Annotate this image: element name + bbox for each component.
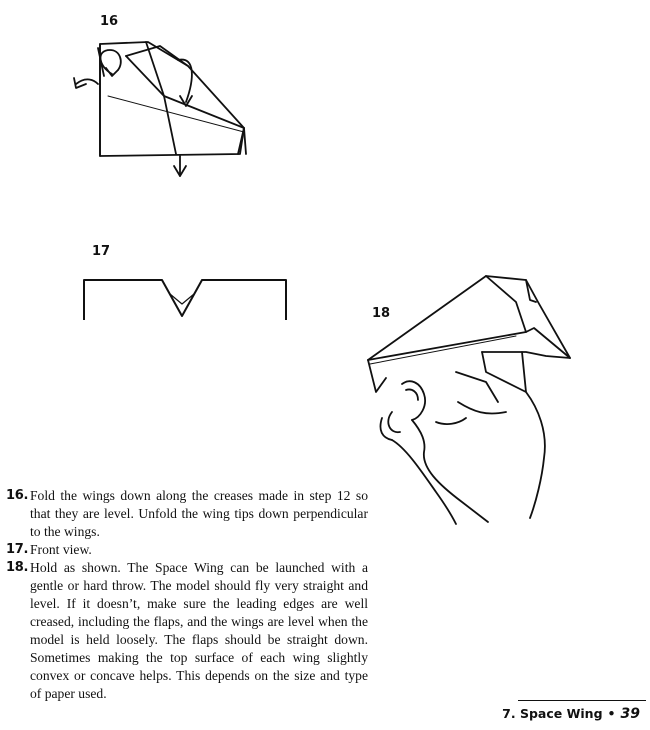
step-18-label: 18 xyxy=(372,306,391,321)
step-16-label: 16 xyxy=(100,14,119,29)
step-text: Front view. xyxy=(30,542,92,557)
footer-bullet: • xyxy=(607,706,616,721)
page-number: 39 xyxy=(620,706,640,722)
page-footer xyxy=(502,706,640,722)
step-16-diagram xyxy=(68,36,258,186)
step-17-instruction xyxy=(6,541,368,559)
step-16-instruction xyxy=(6,487,368,541)
step-18-diagram xyxy=(366,272,586,532)
instructions xyxy=(6,487,368,703)
step-text: Hold as shown. The Space Wing can be launched with a gentle or hard throw. The model should fly very straight and level. If it doesn’t, make sure the leading edges are well creased, including the flaps, and the wings are level when the model is held loosely. The flaps should be straight down. Sometimes making the top surface of each wing slightly convex or concave helps. This depends on the size and type of paper used. xyxy=(30,560,368,701)
step-text: Fold the wings down along the creases made in step 12 so that they are level. Unfold the wing tips down perpendicular to the wings. xyxy=(30,488,368,539)
step-number: 16. xyxy=(6,488,29,503)
step-number: 18. xyxy=(6,560,29,575)
footer-rule xyxy=(518,700,646,701)
step-number: 17. xyxy=(6,542,29,557)
step-17-label: 17 xyxy=(92,244,111,259)
step-18-instruction xyxy=(6,559,368,703)
chapter-title: 7. Space Wing xyxy=(502,706,603,721)
step-17-diagram xyxy=(82,270,288,324)
